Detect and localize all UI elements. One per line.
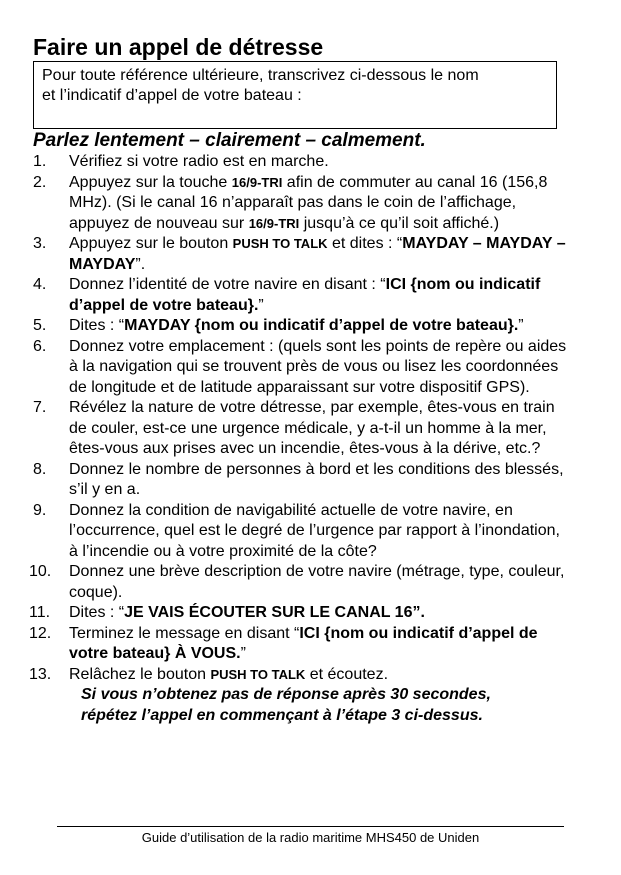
step-text: ” xyxy=(240,645,246,662)
step-number: 3. xyxy=(33,235,47,252)
step-text: et écoutez. xyxy=(305,665,389,683)
step-number: 9. xyxy=(33,501,47,519)
key-label: 16/9-TRI xyxy=(248,215,300,231)
steps-list xyxy=(29,152,573,726)
step-number: 5. xyxy=(33,317,47,334)
box-text-line2: et l’indicatif d’appel de votre bateau : xyxy=(42,87,302,104)
step-number: 1. xyxy=(33,153,47,170)
step-number: 10. xyxy=(29,563,52,580)
step-text: Donnez la condition de navigabilité actuelle de votre navire, en l’occurrence, quel est le degré de l’urgence par rapport à l’inondation, à l’incendie ou à votre proximité de la côte? xyxy=(69,501,560,560)
step-text: Dites : “ xyxy=(69,317,125,334)
list-item xyxy=(33,173,573,235)
page-footer: Guide d’utilisation de la radio maritime MHS450 de Uniden xyxy=(141,830,480,845)
page-title: Faire un appel de détresse xyxy=(33,34,324,60)
step-number: 7. xyxy=(33,399,47,416)
emphasis-text: MAYDAY – MAYDAY – MAYDAY xyxy=(69,235,566,273)
list-item xyxy=(33,234,573,275)
list-item xyxy=(33,501,573,563)
step-text: jusqu’à ce qu’il soit affiché.) xyxy=(299,214,500,232)
step-text: Donnez votre emplacement : (quels sont les points de repère ou aides à la navigation qui se trouvent près de vous ou lisez les coordonnées de longitude et de latitude apparaissant sur votre dispositif GPS). xyxy=(69,337,567,396)
step-number: 11. xyxy=(29,604,51,621)
step-number: 8. xyxy=(33,460,47,478)
emphasis-text: ICI {nom ou indicatif d’appel de votre bateau}. xyxy=(69,276,541,314)
box-text-line1: Pour toute référence ultérieure, transcrivez ci-dessous le nom xyxy=(42,67,479,84)
step-text: Vérifiez si votre radio est en marche. xyxy=(69,153,329,170)
step-text: Dites : “ xyxy=(69,604,125,621)
key-label: PUSH TO TALK xyxy=(210,666,306,682)
list-item xyxy=(33,337,573,399)
final-note-line1: Si vous n’obtenez pas de réponse après 30 secondes, xyxy=(81,686,491,703)
list-item xyxy=(33,316,573,337)
step-text: afin de commuter au canal 16 (156,8 MHz). (Si le canal 16 n’apparaît pas dans le coin de l’affichage, appuyez de nouveau sur xyxy=(69,173,548,232)
step-number: 4. xyxy=(33,276,47,293)
step-text: Terminez le message en disant “ xyxy=(69,624,300,642)
step-number: 2. xyxy=(33,173,47,191)
step-text: ”. xyxy=(135,255,146,273)
list-item xyxy=(29,603,573,624)
emphasis-text: MAYDAY {nom ou indicatif d’appel de votre bateau}. xyxy=(124,317,519,334)
list-item xyxy=(33,275,573,316)
step-text: ”. xyxy=(412,604,425,621)
list-item xyxy=(33,460,573,501)
step-text: Donnez une brève description de votre navire (métrage, type, couleur, coque). xyxy=(69,563,565,601)
list-item xyxy=(29,665,573,727)
key-label: 16/9-TRI xyxy=(231,174,283,190)
list-item xyxy=(33,398,573,460)
list-item xyxy=(29,624,573,665)
step-number: 13. xyxy=(29,665,52,683)
vessel-info-box xyxy=(33,61,557,129)
step-text: Révélez la nature de votre détresse, par exemple, êtes-vous en train de couler, est-ce une urgence médicale, y a-t-il un homme à la mer, êtes-vous aux prises avec un incendie, êtes-vous à la dérive, etc.? xyxy=(69,399,555,457)
step-text: Donnez l’identité de votre navire en disant : “ xyxy=(69,276,386,293)
step-text: Appuyez sur la touche xyxy=(69,173,232,191)
emphasis-text: ICI {nom ou indicatif d’appel de votre bateau} À VOUS. xyxy=(69,624,538,662)
step-text: Appuyez sur le bouton xyxy=(69,235,233,252)
step-text: ” xyxy=(518,317,524,334)
footer-divider xyxy=(57,826,564,827)
final-note-line2: répétez l’appel en commençant à l’étape 3 ci-dessus. xyxy=(81,706,483,724)
step-text: Relâchez le bouton xyxy=(69,665,211,683)
list-item xyxy=(33,152,573,173)
step-number: 12. xyxy=(29,624,52,642)
step-text: ” xyxy=(258,296,264,314)
step-number: 6. xyxy=(33,337,47,355)
step-text: et dites : “ xyxy=(327,235,403,252)
list-item xyxy=(29,562,573,603)
emphasis-text: JE VAIS ÉCOUTER SUR LE CANAL 16 xyxy=(124,604,413,621)
key-label: PUSH TO TALK xyxy=(232,236,328,251)
subtitle: Parlez lentement – clairement – calmement. xyxy=(33,130,426,151)
step-text: Donnez le nombre de personnes à bord et les conditions des blessés, s’il y en a. xyxy=(69,460,564,498)
